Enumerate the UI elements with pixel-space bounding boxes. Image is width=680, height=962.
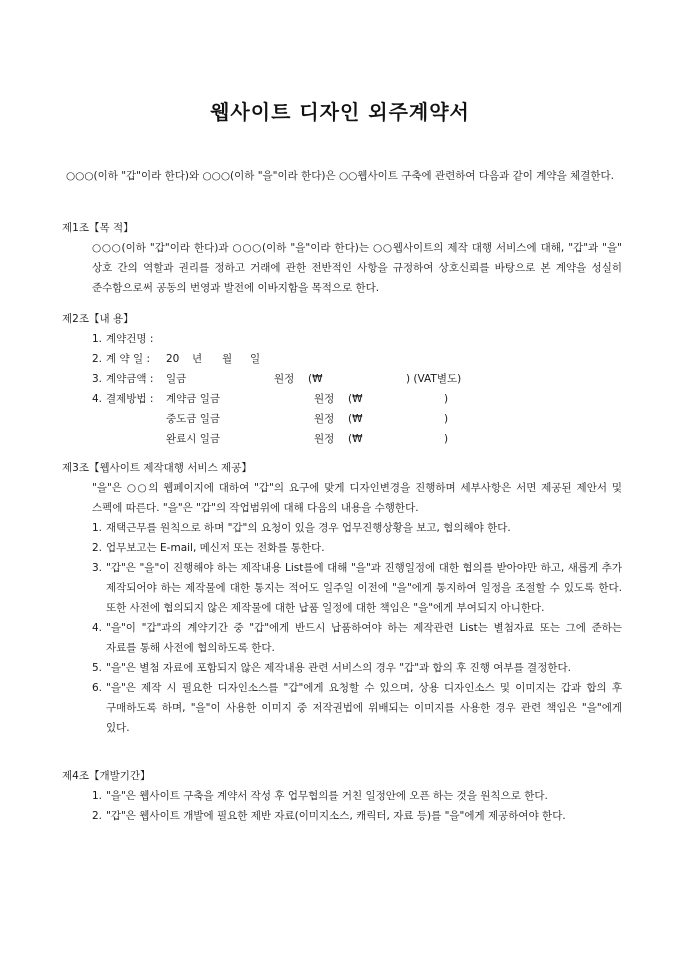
list-number: 2.	[92, 810, 103, 822]
contract-amount-won: 원정	[274, 373, 295, 385]
contract-amount-open: (₩	[308, 373, 323, 385]
payment-won: 원정	[314, 393, 335, 405]
list-number: 4.	[92, 622, 103, 634]
contract-amount-close: ) (VAT별도)	[406, 373, 462, 385]
contract-amount-row	[92, 369, 622, 389]
payment-label: 완료시 일금	[166, 433, 221, 445]
article-3	[62, 458, 622, 738]
payment-open: (₩	[348, 433, 363, 445]
list-number: 5.	[92, 662, 103, 674]
list-number: 2.	[92, 542, 103, 554]
list-item	[92, 678, 622, 738]
contract-date-row	[92, 349, 622, 369]
payment-label: 계약금 일금	[166, 393, 221, 405]
payment-open: (₩	[348, 393, 363, 405]
list-number: 2.	[92, 353, 103, 365]
list-item	[92, 806, 622, 826]
list-item-text: "을"이 "갑"과의 계약기간 중 "갑"에게 반드시 납품하여야 하는 제작관련 List는 별첨자료 또는 그에 준하는 자료를 통해 사전에 협의하도록 한다.	[106, 622, 622, 654]
list-number: 1.	[92, 333, 103, 345]
list-item	[92, 558, 622, 618]
article-4-list	[92, 786, 622, 826]
article-3-intro: "을"은 ○○의 웹페이지에 대하여 "갑"의 요구에 맞게 디자인변경을 진행하며 세부사항은 서면 제공된 제안서 및 스펙에 따른다. "을"은 "갑"의 작업범위에 대해 다음의 내용을 수행한다.	[92, 482, 622, 514]
list-item-text: 재택근무를 원칙으로 하며 "갑"의 요청이 있을 경우 업무진행상황을 보고, 협의해야 한다.	[106, 522, 511, 534]
article-1-body: ○○○(이하 "갑"이라 한다)과 ○○○(이하 "을"이라 한다)는 ○○웹사이트의 제작 대행 서비스에 대해, "갑"과 "을" 상호 간의 역할과 권리를 정하고 거래에 관한 전반적인 사항을 규정하여 상호신뢰를 바탕으로 본 계약을 성실히 준수함으로써 공동의 번영과 발전에 이바지함을 목적으로 한다.	[92, 242, 622, 294]
list-number: 4.	[92, 393, 103, 405]
list-item	[92, 658, 622, 678]
list-number: 6.	[92, 682, 103, 694]
intro-paragraph: ○○○(이하 "갑"이라 한다)와 ○○○(이하 "을"이라 한다)은 ○○웹사이트 구축에 관련하여 다음과 같이 계약을 체결한다.	[66, 170, 614, 182]
list-number: 3.	[92, 562, 103, 574]
payment-row-deposit	[92, 389, 622, 409]
list-number: 1.	[92, 522, 103, 534]
contract-date-day-unit: 일	[250, 353, 261, 365]
article-4	[62, 766, 622, 826]
list-number: 1.	[92, 790, 103, 802]
article-2	[62, 309, 622, 449]
contract-name-row	[92, 329, 622, 349]
article-3-heading: 제3조【웹사이트 제작대행 서비스 제공】	[62, 462, 252, 474]
contract-name-label: 계약건명 :	[106, 333, 154, 345]
payment-close: )	[444, 413, 449, 425]
payment-row-interim	[92, 409, 622, 429]
payment-won: 원정	[314, 433, 335, 445]
list-item	[92, 518, 622, 538]
payment-method-label: 결제방법 :	[106, 393, 154, 405]
list-item-text: "갑"은 "을"이 진행해야 하는 제작내용 List를에 대해 "을"과 진행일정에 대한 협의를 받아야만 하고, 새롭게 추가 제작되어야 하는 제작물에 대한 통지는 적어도 일주일 이전에 "을"에게 통지하여 일정을 조절할 수 있도록 한다. 또한 사전에 협의되지 않은 제작물에 대한 납품 일정에 대한 책임은 "을"에게 부여되지 아니한다.	[106, 562, 622, 614]
article-2-fields	[92, 329, 622, 449]
contract-date-year: 20	[166, 353, 180, 365]
list-item	[92, 618, 622, 658]
contract-amount-label: 계약금액 :	[106, 373, 154, 385]
list-item-text: "을"은 제작 시 필요한 디자인소스를 "갑"에게 요청할 수 있으며, 상용 디자인소스 및 이미지는 갑과 합의 후 구매하도록 하며, "을"이 사용한 이미지 중 저작권법에 위배되는 이미지를 사용한 경우 관련 책임은 "을"에게 있다.	[106, 682, 622, 734]
contract-date-month-unit: 월	[222, 353, 233, 365]
list-item-text: "을"은 웹사이트 구축을 계약서 작성 후 업무협의를 거친 일정안에 오픈 하는 것을 원칙으로 한다.	[106, 790, 548, 802]
list-item	[92, 538, 622, 558]
list-item	[92, 786, 622, 806]
article-2-heading: 제2조【내 용】	[62, 313, 134, 325]
list-item-text: "갑"은 웹사이트 개발에 필요한 제반 자료(이미지소스, 캐릭터, 자료 등)를 "을"에게 제공하여야 한다.	[106, 810, 566, 822]
payment-row-final	[92, 429, 622, 449]
payment-open: (₩	[348, 413, 363, 425]
contract-date-label: 계 약 일 :	[106, 353, 150, 365]
contract-date-year-unit: 년	[192, 353, 203, 365]
list-item-text: 업무보고는 E-mail, 메신저 또는 전화를 통한다.	[106, 542, 325, 554]
payment-won: 원정	[314, 413, 335, 425]
list-number: 3.	[92, 373, 103, 385]
payment-label: 중도금 일금	[166, 413, 221, 425]
article-4-heading: 제4조【개발기간】	[62, 770, 151, 782]
document-title: 웹사이트 디자인 외주계약서	[210, 100, 470, 124]
contract-amount-il: 일금	[166, 373, 187, 385]
article-1-heading: 제1조【목 적】	[62, 222, 134, 234]
payment-close: )	[444, 433, 449, 445]
payment-close: )	[444, 393, 449, 405]
article-3-list	[92, 518, 622, 738]
article-1	[62, 218, 622, 298]
list-item-text: "을"은 별첨 자료에 포함되지 않은 제작내용 관련 서비스의 경우 "갑"과 합의 후 진행 여부를 결정한다.	[106, 662, 571, 674]
